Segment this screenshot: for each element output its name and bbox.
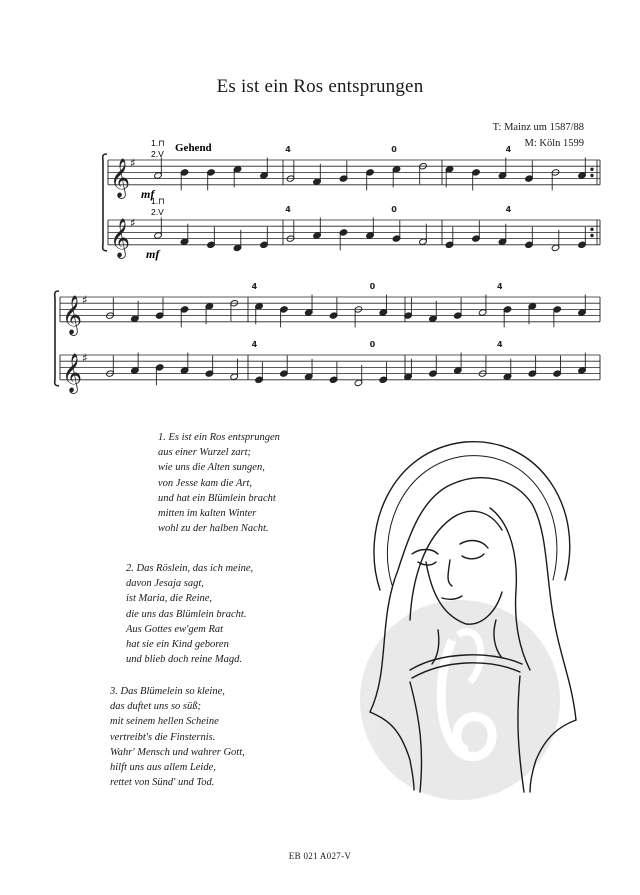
bowing-mark-lower-2: 2.V <box>151 207 164 217</box>
text-credit: T: Mainz um 1587/88 <box>492 122 584 133</box>
fingering-number: 0 <box>369 340 376 349</box>
fingering-number: 0 <box>369 282 376 291</box>
page-footer: EB 021 A027-V <box>288 851 352 861</box>
treble-clef: 𝄞 <box>62 294 83 335</box>
fingering-number: 0 <box>391 145 397 154</box>
fingering-number: 0 <box>391 205 397 214</box>
treble-clef: 𝄞 <box>110 217 131 258</box>
tempo-marking: Gehend <box>175 142 212 154</box>
dynamic-upper: mf <box>141 187 155 201</box>
key-signature-sharp: ♯ <box>82 293 88 308</box>
verse-2: 2. Das Röslein, das ich meine, davon Jesaja sagt, ist Maria, die Reine, die uns das Blümlein bracht. Aus Gottes ew'gem Rat hat sie ein Kind geboren und blieb doch reine Magd. <box>126 563 254 666</box>
key-signature-sharp: ♯ <box>130 156 136 171</box>
fingering-number: 4 <box>285 205 291 214</box>
fingering-number: 4 <box>505 205 512 214</box>
verse-3: 3. Das Blümelein so kleine, das duftet uns so süß; mit seinem hellen Scheine vertreibt's die Finsternis. Wahr' Mensch und wahrer Gott, hilft uns aus allem Leide, rettet von Sünd' und Tod. <box>110 686 245 789</box>
fingering-number: 4 <box>505 145 512 154</box>
system-bracket <box>55 291 59 386</box>
fingering-number: 4 <box>497 282 503 291</box>
bowing-mark-lower-1: 1.⊓ <box>151 196 165 206</box>
music-score <box>0 0 640 400</box>
bowing-mark-upper-1: 1.⊓ <box>151 138 165 148</box>
repeat-dot <box>591 234 593 236</box>
fingering-number: 4 <box>251 282 258 291</box>
key-signature-sharp: ♯ <box>130 216 136 231</box>
fingering-number: 4 <box>251 340 258 349</box>
halo <box>374 442 570 590</box>
repeat-dot <box>591 168 593 170</box>
verse-1: 1. Es ist ein Ros entsprungen aus einer Wurzel zart; wie uns die Alten sungen, von Jesse kam die Art, und hat ein Blümlein bracht mitten im kalten Winter wohl zu der halben Nacht. <box>158 432 280 535</box>
fingering-number: 4 <box>497 340 503 349</box>
madonna-illustration <box>340 420 590 800</box>
bowing-mark-upper-2: 2.V <box>151 149 164 159</box>
repeat-dot <box>591 228 593 230</box>
music-credit: M: Köln 1599 <box>524 138 584 149</box>
watermark <box>360 600 560 800</box>
fingering-number: 4 <box>285 145 291 154</box>
treble-clef: 𝄞 <box>62 352 83 393</box>
system-brackets <box>55 154 107 386</box>
key-signature-sharp: ♯ <box>82 351 88 366</box>
treble-clefs <box>62 156 136 394</box>
notes <box>106 158 593 387</box>
repeat-dot <box>591 174 593 176</box>
treble-clef: 𝄞 <box>110 157 131 198</box>
system-bracket <box>103 154 107 251</box>
page-title: Es ist ein Ros entsprungen <box>216 76 424 97</box>
dynamic-lower: mf <box>146 247 160 261</box>
